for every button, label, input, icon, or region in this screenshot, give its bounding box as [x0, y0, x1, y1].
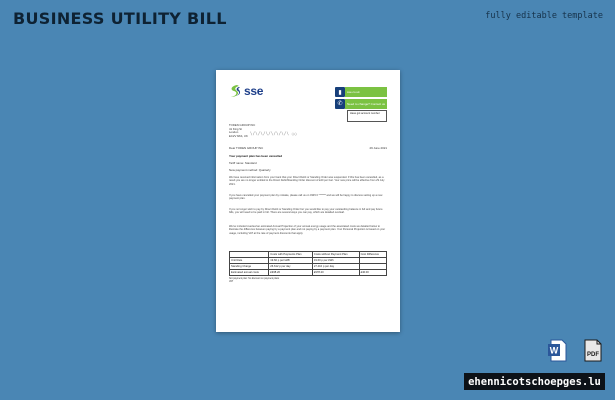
paragraph: If you have cancelled your payment plan by mistake, please call us on 0345 0 ******* and we will be happy to discuss setting up a new payment plan. [229, 194, 383, 201]
bill-document-preview[interactable] [216, 70, 400, 332]
table-cell: Unit Rate [230, 258, 269, 264]
contact-note: Have got account number [347, 110, 387, 122]
sse-logo-icon [228, 84, 242, 98]
site-brand-badge[interactable]: ehennicotschoepges.lu [464, 373, 605, 390]
table-header: Costs without Payment Plan [312, 252, 359, 258]
phone-icon: ✆ [335, 99, 345, 109]
postmark: \/\/\/\/\/\/\/\ ○○ [250, 131, 297, 136]
salutation: Dear TODEN GROUP INC [229, 146, 264, 150]
sse-logo [228, 84, 263, 98]
mobile-icon: ▮ [335, 87, 345, 97]
table-header: Costs with Payments Plan [269, 252, 313, 258]
contact-box [335, 87, 387, 122]
cost-comparison-table [229, 251, 387, 276]
paragraph: We have received information from your bank that your Direct Debit or Standing Order was suspended. If this has been cancelled, as a result you are no longer entitled to the Direct Debit/Standing Order discount of £40 per fuel. Your new price will be effective from 29 July 2021. [229, 176, 385, 186]
table-row [230, 270, 387, 276]
table-cell: Standing Charge [230, 264, 269, 270]
pdf-file-icon[interactable] [583, 339, 603, 362]
table-header: Cost Difference [359, 252, 386, 258]
address-line: TODEN GROUP INC [229, 123, 256, 127]
paragraph: We've included overleaf an estimated Annual Projection of your annual energy usage and the associated costs we detailed below to illustrate the difference between paying by a payment plan and not paying by a payment plan. Your Personal Projection is based on your usage, including VAT at the rate of payment discounts that apply. [229, 225, 386, 235]
table-footnote: Not payment plan: No discount on payment plans [229, 278, 280, 280]
table-footnote-vat: VAT [229, 281, 234, 283]
address-line: EC2V 8AS, UK [229, 133, 248, 138]
table-cell: 19.60 p per kWh [269, 258, 313, 264]
header-subtitle: fully editable template [485, 11, 603, 21]
payment-method: New payment method: Quarterly [229, 168, 271, 172]
table-cell: Estimated annual costs [230, 270, 269, 276]
address-line: London [229, 130, 239, 135]
contact-website: sse.co.uk [345, 87, 387, 97]
tariff-name: Tariff name: Standard [229, 161, 257, 165]
header-title: BUSINESS UTILITY BILL [13, 9, 227, 28]
letter-subject: Your payment plan has been cancelled [229, 154, 283, 158]
contact-change: Need to change? Contact us [345, 99, 387, 109]
table-cell: £40.00 [359, 270, 386, 276]
table-cell: 19.60 p per kWh [312, 258, 359, 264]
sse-logo-text: sse [244, 84, 264, 98]
address-line: 41 King St [229, 126, 242, 131]
paragraph: If you no longer wish to pay by Direct Debit or Standing Order but you would like to pay your outstanding balance in full and pay future bills, you will need to be paid in full. There are several ways you can pay, which are detailed overleaf. [229, 208, 383, 215]
table-cell: 27.410 p per day [312, 264, 359, 270]
table-cell: £938.20 [269, 270, 313, 276]
word-icon-label: W [549, 345, 559, 356]
word-file-icon[interactable] [547, 339, 567, 362]
table-cell: £978.20 [312, 270, 359, 276]
pdf-icon-label: PDF [587, 352, 599, 358]
letter-date: 29 June 2021 [369, 146, 387, 150]
table-cell: 26.612 p per day [269, 264, 313, 270]
